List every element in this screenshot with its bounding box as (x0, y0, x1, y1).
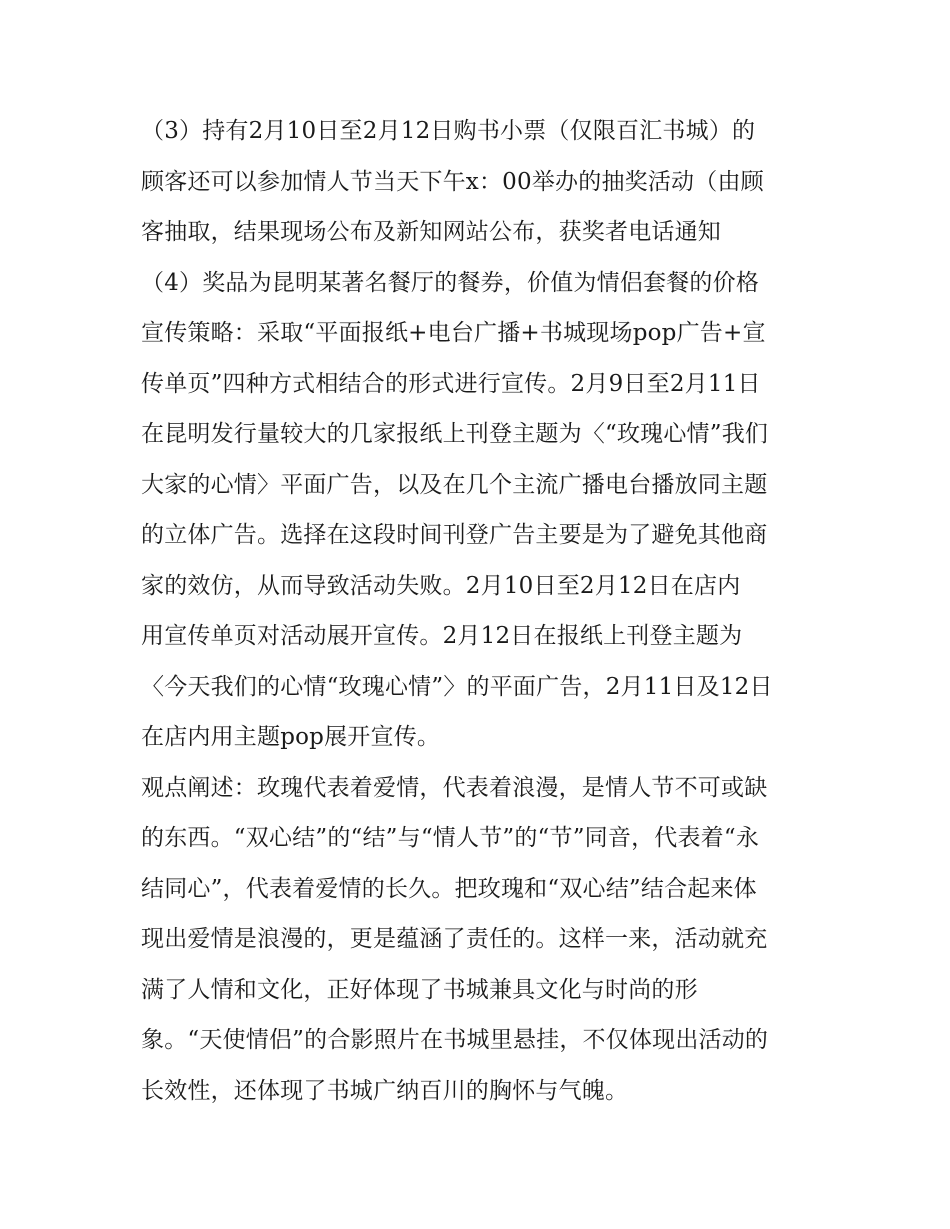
text-line-8: 大家的心情〉平面广告，以及在几个主流广播电台播放同主题 (141, 471, 768, 498)
text-line-15: 的东西。“双心结”的“结”与“情人节”的“节”同音，代表着“永 (141, 825, 760, 851)
text-line-7: 在昆明发行量较大的几家报纸上刊登主题为〈“玫瑰心情”我们 (141, 421, 769, 447)
text-line-6: 传单页”四种方式相结合的形式进行宣传。2月9日至2月11日 (141, 370, 761, 397)
text-line-2: 顾客还可以参加情人节当天下午x：00举办的抽奖活动（由顾 (141, 168, 764, 195)
text-line-3: 客抽取，结果现场公布及新知网站公布，获奖者电话通知 (141, 219, 721, 245)
text-line-20: 长效性，还体现了书城广纳百川的胸怀与气魄。 (141, 1077, 629, 1104)
text-line-12: 〈今天我们的心情“玫瑰心情”〉的平面广告，2月11日及12日 (141, 673, 773, 700)
document-body (141, 106, 821, 1116)
text-line-17: 现出爱情是浪漫的，更是蕴涵了责任的。这样一来，活动就充 (141, 926, 768, 952)
text-line-18: 满了人情和文化，正好体现了书城兼具文化与时尚的形 (141, 976, 698, 1003)
text-line-1: （3）持有2月10日至2月12日购书小票（仅限百汇书城）的 (141, 118, 756, 144)
text-line-5: 宣传策略：采取“平面报纸+电台广播+书城现场pop广告+宣 (141, 320, 766, 346)
text-line-16: 结同心”，代表着爱情的长久。把玫瑰和“双心结”结合起来体 (141, 875, 757, 902)
text-line-11: 用宣传单页对活动展开宣传。2月12日在报纸上刊登主题为 (141, 623, 743, 649)
text-line-4: （4）奖品为昆明某著名餐厅的餐券，价值为情侣套餐的价格 (141, 269, 760, 296)
text-line-19: 象。“天使情侣”的合影照片在书城里悬挂，不仅体现出活动的 (141, 1027, 769, 1053)
text-line-14: 观点阐述：玫瑰代表着爱情，代表着浪漫，是情人节不可或缺 (141, 774, 768, 801)
text-line-13: 在店内用主题pop展开宣传。 (141, 724, 441, 750)
text-line-10: 家的效仿，从而导致活动失败。2月10日至2月12日在店内 (141, 572, 741, 599)
text-line-9: 的立体广告。选择在这段时间刊登广告主要是为了避免其他商 (141, 522, 768, 548)
